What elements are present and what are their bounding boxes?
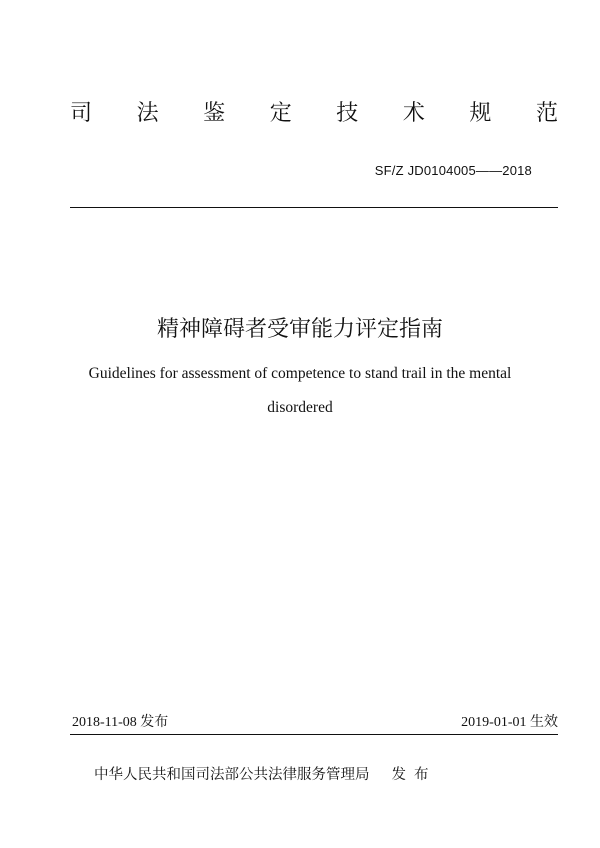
issue-date: 2018-11-08 发布 <box>72 715 169 730</box>
series-title-char: 法 <box>136 101 159 126</box>
issuer-action: 发布 <box>391 767 437 783</box>
series-title-char: 范 <box>535 101 558 126</box>
standard-code: SF/Z JD0104005——2018 <box>374 163 532 178</box>
series-title-char: 定 <box>269 101 292 126</box>
series-title-char: 司 <box>70 101 93 126</box>
bottom-divider <box>70 734 558 735</box>
issuer-name: 中华人民共和国司法部公共法律服务管理局 <box>94 767 370 783</box>
series-title <box>70 100 558 128</box>
effective-date: 2019-01-01 生效 <box>461 715 558 730</box>
document-title-english: Guidelines for assessment of competence to stand trail in the mental disordered <box>88 365 512 416</box>
series-title-char: 规 <box>469 101 492 126</box>
issuer-line <box>94 765 437 785</box>
document-title-chinese: 精神障碍者受审能力评定指南 <box>156 317 443 342</box>
series-title-char: 技 <box>336 101 359 126</box>
series-title-char: 术 <box>402 101 425 126</box>
top-divider <box>70 207 558 208</box>
series-title-char: 鉴 <box>203 101 226 126</box>
